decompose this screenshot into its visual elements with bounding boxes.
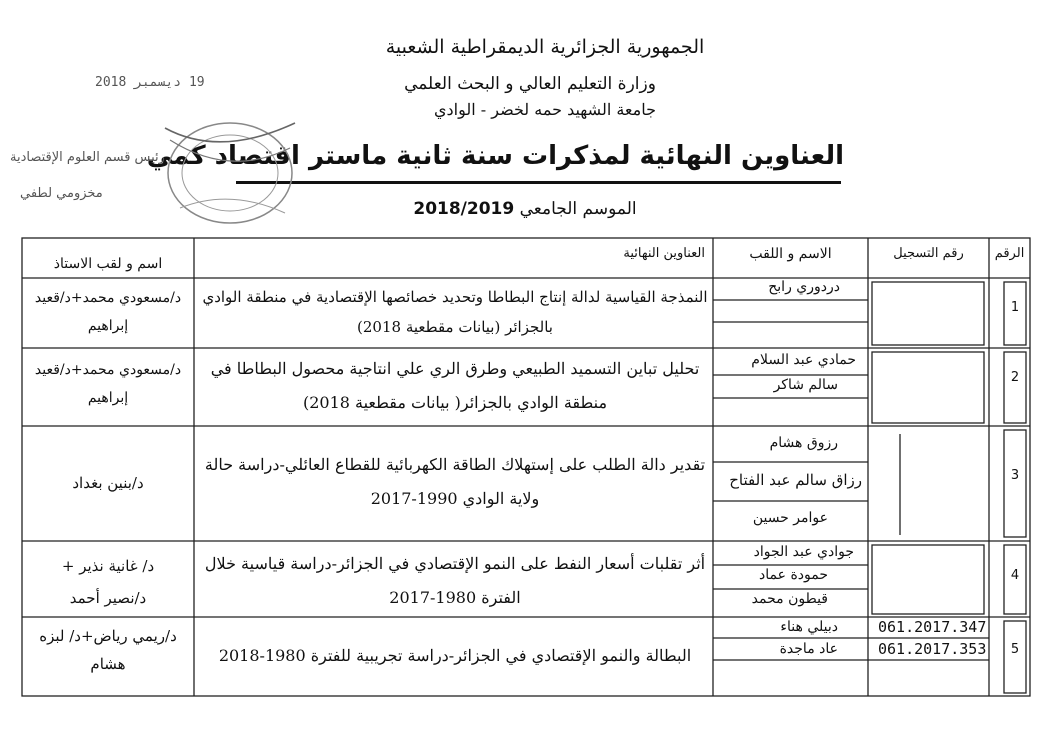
header-title [194,246,713,261]
date-stamp: 19 ديسمبر 2018 [95,75,205,90]
thesis-title-line: الفترة 1980-2017 [389,588,521,607]
supervisor-line: إبراهيم [87,390,129,406]
row-number: 5 [1010,642,1020,657]
thesis-title-line: منطقة الوادي بالجزائر( بيانات مقطعية 2018) [302,393,608,412]
ministry-heading: وزارة التعليم العالي و البحث العلمي [404,74,656,94]
thesis-title [200,282,710,342]
supervisor-line: د/ريمي رياض+د/ لبزه [39,627,177,645]
supervisor-name [22,550,194,614]
registration-number: 061.2017.347 [878,618,987,636]
academic-season [405,199,645,219]
student-name: دردوري رابح [768,279,840,295]
thesis-title [200,547,710,615]
thesis-title-line: بالجزائر (بيانات مقطعية 2018) [357,318,553,336]
thesis-title-line: البطالة والنمو الإقتصادي في الجزائر-دراسة تجريبية للفترة 1980-2018 [218,646,692,665]
thesis-title-line: أثر تقلبات أسعار النفط على النمو الإقتصادي في الجزائر-دراسة قياسية خلال [204,554,706,573]
supervisor-line: د/مسعودي محمد+د/قعيد [34,290,182,306]
header-name: الاسم و اللقب [749,246,832,262]
header-number: الرقم [994,246,1025,261]
signatory-name: مخزومي لطفي [20,186,103,201]
season-label: الموسم الجامعي [519,199,637,219]
supervisor-line: د/بنين بغداد [72,474,144,492]
supervisor-line: د/مسعودي محمد+د/قعيد [34,362,182,378]
student-name: دبيلي هناء [780,619,838,635]
student-name: حمودة عماد [759,567,828,583]
thesis-title-line: ولاية الوادي 1990-2017 [370,489,540,508]
header-supervisor: اسم و لقب الاستاذ [53,256,163,272]
thesis-title [200,352,710,420]
document-title: العناوين النهائية لمذكرات سنة ثانية ماستر اقتصاد كمي [146,141,844,171]
row-number: 4 [1010,568,1020,583]
university-heading: جامعة الشهيد حمه لخضر - الوادي [434,100,656,119]
republic-heading: الجمهورية الجزائرية الديمقراطية الشعبية [385,36,705,58]
student-name: عوامر حسين [752,510,828,526]
student-name: رزاق سالم عبد الفتاح [729,471,862,489]
student-name: قيطون محمد [751,591,828,607]
supervisor-line: إبراهيم [87,318,129,334]
supervisor-name [22,356,194,412]
supervisor-line: د/ غانية نذير + [61,557,155,575]
student-name: جوادي عبد الجواد [753,544,854,560]
title-underline [236,181,841,184]
student-name: سالم شاكر [773,377,838,393]
supervisor-name [22,284,194,340]
thesis-title-line: النمذجة القياسية لدالة إنتاج البطاطا وتحديد خصائصها الإقتصادية في منطقة الوادي [202,288,708,306]
row-number: 1 [1010,300,1020,315]
registration-number: 061.2017.353 [878,640,987,658]
supervisor-name [22,622,194,678]
thesis-title-line: تحليل تباين التسميد الطبيعي وطرق الري علي انتاجية محصول البطاطا في [210,359,700,378]
supervisor-name [22,469,194,497]
header-title-text: العناوين النهائية [623,246,705,261]
season-year: 2018/2019 [413,199,515,219]
department-stamp: رئيس قسم العلوم الإقتصادية [10,150,165,165]
student-name: رزوق هشام [769,435,838,451]
thesis-title-line: تقدير دالة الطلب على إستهلاك الطاقة الكهربائية للقطاع العائلي-دراسة حالة [204,455,706,474]
student-name: عاد ماجدة [779,641,838,657]
thesis-title [200,641,710,671]
student-name: حمادي عبد السلام [751,352,856,368]
university-seal-stamp [160,118,300,228]
header-registration: رقم التسجيل [893,246,964,261]
row-number: 3 [1010,468,1020,483]
supervisor-line: هشام [90,655,126,673]
thesis-title [200,448,710,516]
supervisor-line: د/نصير أحمد [69,589,147,607]
row-number: 2 [1010,370,1020,385]
